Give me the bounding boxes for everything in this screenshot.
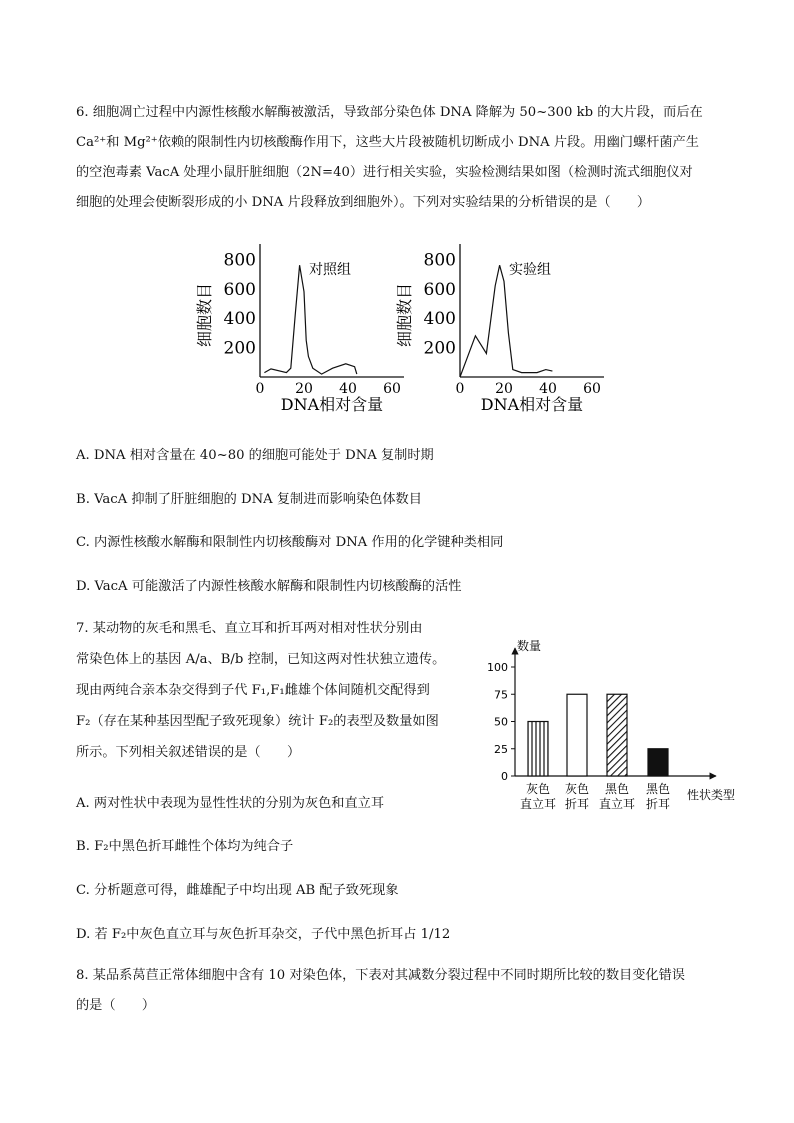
control-y-axis-label: 细胞数目 (195, 282, 214, 348)
q7-option-a[interactable]: A. 两对性状中表现为显性性状的分别为灰色和直立耳 (76, 796, 385, 811)
q8-line-1: 8. 某品系莴苣正常体细胞中含有 10 对染色体，下表对其减数分裂过程中不同时期所比较的数目变化错误 (76, 968, 685, 983)
control-y-tick-label: 200 (223, 338, 256, 359)
bar-chart-body (487, 638, 735, 811)
experiment-y-tick-label: 400 (423, 309, 456, 330)
control-x-tick-label: 60 (383, 381, 401, 397)
q7-option-c[interactable]: C. 分析题意可得，雌雄配子中均出现 AB 配子致死现象 (76, 883, 399, 898)
experiment-y-tick-label: 800 (423, 250, 456, 271)
control-y-tick-label: 600 (223, 279, 256, 300)
experiment-x-tick-label: 40 (539, 381, 557, 397)
experiment-x-tick-label: 60 (583, 381, 601, 397)
bar-4 (648, 749, 668, 776)
bar-x-axis-label: 性状类型 (686, 788, 736, 802)
q6-line-3: 的空泡毒素 VacA 处理小鼠肝脏细胞（2N=40）进行相关实验，实验检测结果如图（检测时流式细胞仪对 (76, 165, 693, 180)
control-x-tick-label: 40 (339, 381, 357, 397)
bar-y-tick-label: 50 (494, 715, 508, 729)
q7-line-1: 7. 某动物的灰毛和黑毛、直立耳和折耳两对相对性状分别由 (76, 621, 423, 636)
experiment-x-tick-label: 0 (455, 381, 465, 397)
q6-line-2: Ca²⁺和 Mg²⁺依赖的限制性内切核酸酶作用下，这些大片段被随机切断成小 DNA 片段。用幽门螺杆菌产生 (76, 135, 699, 150)
bar-category-label: 黑色 (604, 782, 630, 796)
experiment-x-axis-label: DNA相对含量 (480, 395, 584, 414)
bar-category-label: 折耳 (564, 797, 590, 811)
experiment-series-line (460, 265, 552, 377)
q7-bar-chart (478, 632, 748, 822)
experiment-title: 实验组 (509, 262, 551, 278)
control-title: 对照组 (309, 262, 351, 278)
experiment-y-tick-label: 600 (423, 279, 456, 300)
q8-line-2: 的是（ ） (76, 998, 156, 1013)
control-x-axis-label: DNA相对含量 (280, 395, 384, 414)
bar-y-tick-label: 75 (494, 688, 508, 702)
bar-y-axis-label: 数量 (516, 639, 542, 653)
q7-line-4: F₂（存在某种基因型配子致死现象）统计 F₂的表型及数量如图 (76, 714, 439, 729)
bar-2 (567, 694, 587, 776)
control-y-tick-label: 400 (223, 309, 256, 330)
experiment-y-tick-label: 200 (423, 338, 456, 359)
control-x-tick-label: 0 (255, 381, 265, 397)
bar-1 (528, 722, 548, 777)
q6-line-1: 6. 细胞凋亡过程中内源性核酸水解酶被激活，导致部分染色体 DNA 降解为 50~300 kb 的大片段，而后在 (76, 105, 703, 120)
q6-figure (190, 232, 620, 422)
experiment-group-chart (395, 244, 604, 414)
q7-line-5: 所示。下列相关叙述错误的是（ ） (76, 745, 301, 760)
bar-y-tick-label: 100 (487, 661, 508, 674)
bar-y-tick-label: 0 (501, 770, 508, 783)
bar-category-label: 折耳 (645, 797, 671, 811)
experiment-y-axis-label: 细胞数目 (395, 282, 414, 348)
experiment-x-tick-label: 20 (495, 381, 513, 397)
control-x-tick-label: 20 (295, 381, 313, 397)
bar-category-label: 灰色 (525, 782, 551, 796)
q6-line-4: 细胞的处理会使断裂形成的小 DNA 片段释放到细胞外）。下列对实验结果的分析错误的是（ ） (76, 195, 651, 210)
control-series-line (264, 265, 356, 374)
control-group-chart (195, 244, 404, 414)
bar-category-label: 灰色 (564, 782, 590, 796)
q7-line-3: 现由两纯合亲本杂交得到子代 F₁,F₁雌雄个体间随机交配得到 (76, 683, 430, 698)
q7-option-b[interactable]: B. F₂中黑色折耳雌性个体均为纯合子 (76, 839, 294, 854)
control-y-tick-label: 800 (223, 250, 256, 271)
bar-category-label: 黑色 (645, 782, 671, 796)
q6-option-a[interactable]: A. DNA 相对含量在 40~80 的细胞可能处于 DNA 复制时期 (76, 448, 434, 463)
bar-category-label: 直立耳 (519, 797, 557, 811)
bar-3 (607, 694, 627, 776)
q7-line-2: 常染色体上的基因 A/a、B/b 控制，已知这两对性状独立遗传。 (76, 652, 446, 667)
bar-y-tick-label: 25 (494, 742, 508, 756)
q7-option-d[interactable]: D. 若 F₂中灰色直立耳与灰色折耳杂交，子代中黑色折耳占 1/12 (76, 927, 451, 942)
q6-option-d[interactable]: D. VacA 可能激活了内源性核酸水解酶和限制性内切核酸酶的活性 (76, 579, 462, 594)
bar-category-label: 直立耳 (598, 797, 636, 811)
q6-option-b[interactable]: B. VacA 抑制了肝脏细胞的 DNA 复制进而影响染色体数目 (76, 492, 422, 507)
q6-option-c[interactable]: C. 内源性核酸水解酶和限制性内切核酸酶对 DNA 作用的化学键种类相同 (76, 535, 504, 550)
